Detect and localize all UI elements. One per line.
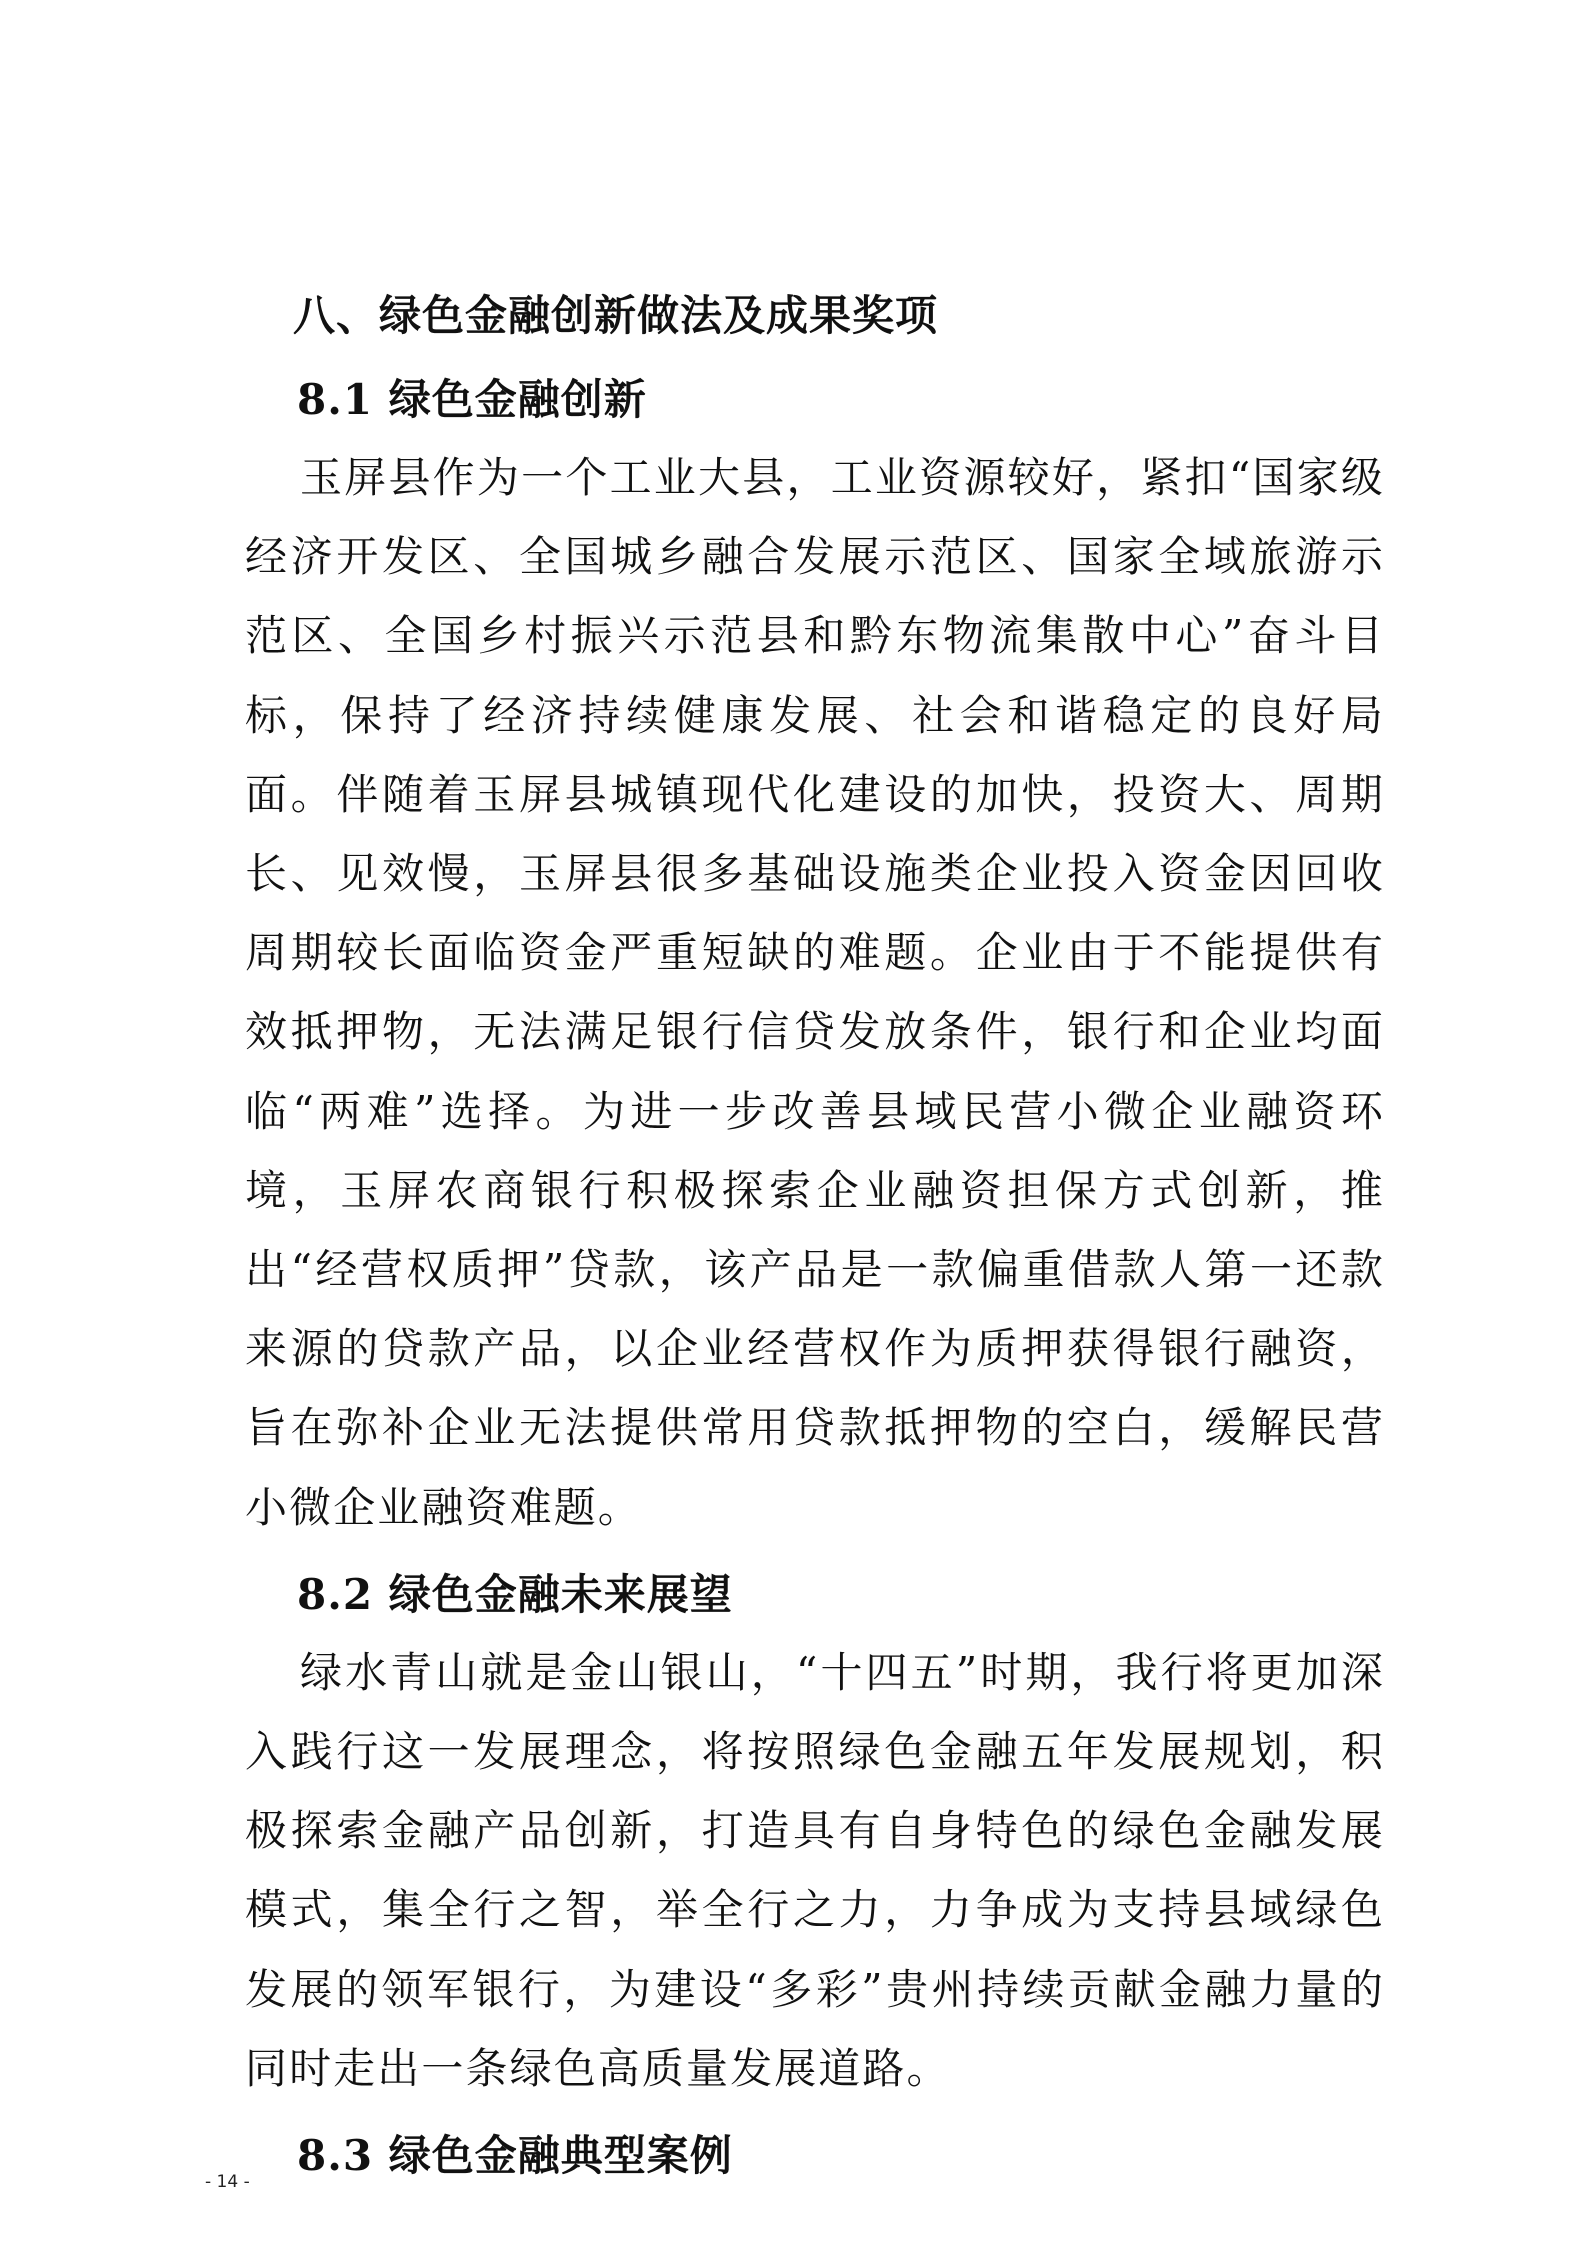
page-number: - 14 - — [205, 2172, 250, 2192]
spacer — [245, 2108, 1385, 2128]
spacer — [245, 428, 1385, 438]
spacer — [245, 1547, 1385, 1567]
document-body — [245, 288, 1385, 2184]
subsection-heading-8-3: 8.3 绿色金融典型案例 — [297, 2131, 733, 2181]
paragraph-green-finance-outlook: 绿水青山就是金山银山，“十四五”时期，我行将更加深入践行这一发展理念，将按照绿色金融五年发展规划，积极探索金融产品创新，打造具有自身特色的绿色金融发展模式，集全行之智，举全行之力，力争成为支持县域绿色发展的领军银行，为建设“多彩”贵州持续贡献金融力量的同时走出一条绿色高质量发展道路。 — [245, 1647, 1385, 2093]
paragraph-green-finance-innovation: 玉屏县作为一个工业大县，工业资源较好，紧扣“国家级经济开发区、全国城乡融合发展示范区、国家全域旅游示范区、全国乡村振兴示范县和黔东物流集散中心”奋斗目标，保持了经济持续健康发展、社会和谐稳定的良好局面。伴随着玉屏县城镇现代化建设的加快，投资大、周期长、见效慢，玉屏县很多基础设施类企业投入资金因回收周期较长面临资金严重短缺的难题。企业由于不能提供有效抵押物，无法满足银行信贷发放条件，银行和企业均面临“两难”选择。为进一步改善县域民营小微企业融资环境，玉屏农商银行积极探索企业融资担保方式创新，推出“经营权质押”贷款，该产品是一款偏重借款人第一还款来源的贷款产品，以企业经营权作为质押获得银行融资，旨在弥补企业无法提供常用贷款抵押物的空白，缓解民营小微企业融资难题。 — [245, 453, 1385, 1532]
subsection-heading-8-1: 8.1 绿色金融创新 — [297, 375, 647, 424]
section-title: 八、绿色金融创新做法及成果奖项 — [293, 291, 939, 340]
spacer — [245, 344, 1385, 372]
subsection-heading-8-2: 8.2 绿色金融未来展望 — [297, 1569, 733, 1619]
spacer — [245, 1623, 1385, 1633]
